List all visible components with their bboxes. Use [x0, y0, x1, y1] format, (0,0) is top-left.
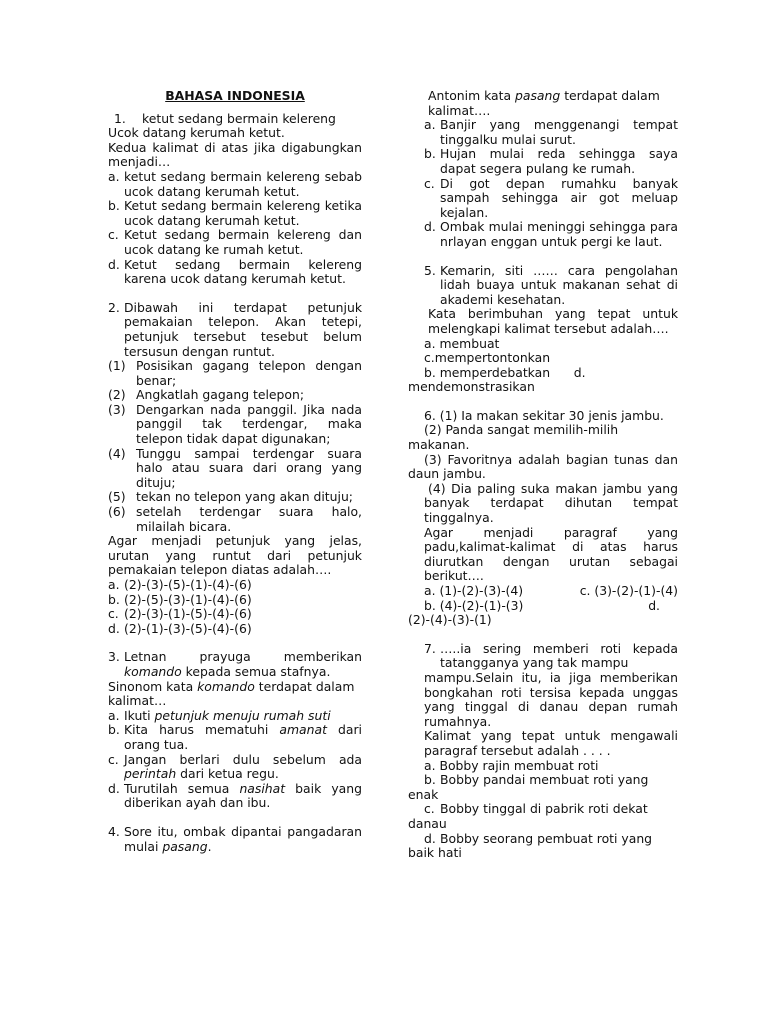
question-6-sentence-1: 6. (1) Ia makan sekitar 30 jenis jambu.	[424, 407, 664, 423]
question-4-lead	[108, 825, 362, 854]
question-7-prompt: Kalimat yang tepat untuk mengawali paragraf tersebut adalah . . . .	[424, 728, 678, 758]
option-marker: c.	[424, 175, 435, 191]
option-marker: c.	[424, 801, 435, 817]
step-text: Tunggu sampai terdengar suara halo atau suara dari orang yang dituju;	[136, 445, 362, 490]
question-3-lead	[108, 650, 362, 679]
option-marker: b.	[424, 146, 436, 162]
question-1-option-b[interactable]	[108, 199, 362, 228]
option-marker: d.	[108, 620, 120, 636]
question-4-option-a[interactable]	[408, 118, 678, 147]
question-7-continuation: mampu.Selain itu, ia jiga memberikan bongkahan roti tersisa kepada unggas yang tinggal di danau depan rumah rumahnya.	[424, 669, 678, 729]
question-3-prompt: Sinonom kata komando terdapat dalam kalimat…	[108, 678, 355, 709]
question-1-option-a[interactable]	[108, 170, 362, 199]
step-text: Posisikan gagang telepon dengan benar;	[136, 358, 362, 388]
question-5-lead-text: Kemarin, siti …… cara pengolahan lidah buaya untuk makanan sehat di akademi kesehatan.	[440, 262, 678, 307]
question-5-prompt: Kata berimbuhan yang tepat untuk melengkapi kalimat tersebut adalah….	[428, 306, 678, 336]
question-4-number: 4.	[108, 823, 120, 839]
question-1-prompt: Kedua kalimat di atas jika digabungkan menjadi…	[108, 139, 362, 170]
step-marker: (5)	[108, 489, 126, 505]
question-5	[408, 264, 678, 381]
question-5-option-d-wrap[interactable]: mendemonstrasikan	[408, 379, 535, 395]
step-5	[108, 490, 362, 505]
question-1-number: 1.	[114, 110, 126, 126]
step-2	[108, 388, 362, 403]
question-4-lead-text: Sore itu, ombak dipantai pangadaran mulai pasang.	[124, 823, 362, 854]
option-marker: c.	[108, 227, 119, 243]
question-1	[108, 112, 362, 287]
question-7-option-c-wrap[interactable]: danau	[408, 815, 447, 831]
question-6-options-row-1	[424, 584, 678, 599]
question-3-lead-text: Letnan prayuga memberikan komando kepada semua stafnya.	[124, 649, 362, 679]
option-text: Jangan berlari dulu sebelum ada perintah dari ketua regu.	[124, 751, 362, 782]
option-text: Kita harus mematuhi amanat dari orang tua.	[124, 722, 362, 752]
option-marker: b.	[424, 772, 436, 788]
step-marker: (2)	[108, 387, 126, 403]
question-2-option-d[interactable]	[108, 622, 362, 637]
question-1-option-c[interactable]	[108, 228, 362, 257]
option-marker: d.	[424, 830, 436, 846]
question-6-option-b[interactable]: b. (4)-(2)-(1)-(3)	[424, 597, 524, 613]
question-2-option-a[interactable]	[108, 578, 362, 593]
right-column	[408, 89, 678, 861]
question-2-prompt: Agar menjadi petunjuk yang jelas, urutan yang runtut dari petunjuk pemakaian telepon diatas adalah….	[108, 533, 362, 578]
option-text: Hujan mulai reda sehingga saya dapat segera pulang ke rumah.	[440, 146, 678, 176]
question-6-option-d-marker[interactable]: d.	[648, 597, 660, 613]
question-3-option-c[interactable]	[108, 753, 362, 782]
option-marker: a.	[108, 577, 120, 592]
option-marker: a.	[108, 168, 120, 184]
step-text: Dengarkan nada panggil. Jika nada panggil tak terdengar, maka telepon tidak dapat digunakan;	[136, 401, 362, 447]
option-text: Bobby seorang pembuat roti yang	[440, 830, 653, 846]
step-1	[108, 359, 362, 388]
option-marker: a.	[424, 117, 436, 133]
question-4	[108, 825, 362, 854]
option-marker: c.	[108, 751, 119, 767]
question-6-sentence-2-wrap: makanan.	[408, 437, 470, 453]
question-2-lead-text: Dibawah ini terdapat petunjuk pemakaian telepon. Akan tetepi, petunjuk tersebut tesebut belum tersusun dengan runtut.	[124, 299, 362, 359]
question-5-option-b[interactable]: b. memperdebatkan d.	[424, 364, 586, 380]
step-6	[108, 505, 362, 534]
question-5-option-c[interactable]: c.mempertontonkan	[424, 350, 551, 366]
question-7-option-c[interactable]	[408, 802, 678, 817]
question-5-option-d-marker[interactable]: d.	[573, 364, 586, 380]
question-3-number: 3.	[108, 649, 120, 665]
question-5-number: 5.	[424, 262, 436, 278]
step-4	[108, 447, 362, 491]
option-marker: b.	[108, 198, 120, 214]
option-marker: b.	[108, 591, 120, 607]
question-2-option-c[interactable]	[108, 607, 362, 622]
question-6-sentence-4: (4) Dia paling suka makan jambu yang banyak terdapat dihutan tempat tinggalnya.	[424, 480, 678, 526]
question-1-lead	[108, 112, 362, 127]
option-marker: a.	[108, 707, 120, 723]
option-text: Ketut sedang bermain kelereng dan ucok datang ke rumah ketut.	[124, 227, 362, 257]
option-text: Banjir yang menggenangi tempat tinggalku mulai surut.	[440, 117, 678, 147]
question-3-option-a[interactable]	[108, 709, 362, 724]
question-7-number: 7.	[424, 640, 436, 656]
step-text: Angkatlah gagang telepon;	[136, 387, 305, 403]
question-7-option-a[interactable]: a. Bobby rajin membuat roti	[424, 757, 599, 773]
question-1-option-d[interactable]	[108, 258, 362, 287]
question-6	[408, 409, 678, 613]
step-marker: (4)	[108, 445, 126, 461]
question-6-sentence-3: (3) Favoritnya adalah bagian tunas dan daun jambu.	[408, 451, 678, 482]
question-6-option-a[interactable]: a. (1)-(2)-(3)-(4)	[424, 583, 524, 598]
step-marker: (6)	[108, 504, 126, 520]
left-column	[108, 89, 362, 854]
question-3-option-d[interactable]	[108, 782, 362, 811]
option-text: (2)-(3)-(1)-(5)-(4)-(6)	[124, 606, 252, 622]
question-2	[108, 301, 362, 637]
step-text: setelah terdengar suara halo, milailah bicara.	[136, 504, 362, 534]
step-text: tekan no telepon yang akan dituju;	[136, 489, 353, 505]
question-6-options-row-2	[424, 599, 678, 614]
option-text: Di got depan rumahku banyak sampah sehingga air got meluap kejalan.	[440, 175, 678, 220]
option-marker: d.	[424, 219, 436, 235]
option-text: Ikuti petunjuk menuju rumah suti	[124, 707, 331, 723]
option-text: Ombak mulai meninggi sehingga para nrlayan enggan untuk pergi ke laut.	[440, 219, 678, 249]
step-marker: (3)	[108, 401, 126, 417]
document-title: BAHASA INDONESIA	[165, 88, 305, 103]
question-7-lead	[424, 642, 678, 671]
option-marker: c.	[108, 606, 119, 622]
step-3	[108, 403, 362, 447]
question-6-sentence-2: (2) Panda sangat memilih-milih	[424, 422, 619, 438]
question-4-option-c[interactable]	[408, 177, 678, 221]
question-7-option-b-wrap[interactable]: enak	[408, 786, 439, 802]
option-marker: d.	[108, 256, 120, 272]
question-1-lead-text: ketut sedang bermain kelereng	[142, 110, 336, 126]
option-marker: d.	[108, 780, 120, 796]
question-6-prompt: Agar menjadi paragraf yang padu,kalimat-kalimat di atas harus diurutkan dengan urutan sebagai berikut….	[424, 524, 678, 584]
question-3	[108, 650, 362, 811]
question-7-option-b[interactable]	[424, 773, 678, 788]
question-7-option-d-wrap[interactable]: baik hati	[408, 845, 462, 861]
option-text: (2)-(1)-(3)-(5)-(4)-(6)	[124, 620, 252, 636]
question-2-number: 2.	[108, 299, 120, 315]
option-text: Bobby pandai membuat roti yang	[440, 772, 649, 788]
step-marker: (1)	[108, 358, 126, 374]
question-1-line2: Ucok datang kerumah ketut.	[108, 125, 285, 141]
question-4-option-d[interactable]	[408, 220, 678, 249]
question-2-lead	[108, 301, 362, 359]
option-marker: b.	[108, 722, 120, 738]
question-5-option-a[interactable]: a. membuat	[424, 335, 500, 351]
option-text: Ketut sedang bermain kelereng karena ucok datang kerumah ketut.	[124, 256, 362, 287]
option-text: ketut sedang bermain kelereng sebab ucok datang kerumah ketut.	[124, 168, 362, 199]
option-text: (2)-(3)-(5)-(1)-(4)-(6)	[124, 577, 252, 592]
question-4-option-b[interactable]	[408, 147, 678, 176]
question-2-option-b[interactable]	[108, 593, 362, 608]
option-text: Ketut sedang bermain kelereng ketika ucok datang kerumah ketut.	[124, 198, 362, 228]
question-6-option-c[interactable]: c. (3)-(2)-(1)-(4)	[579, 583, 678, 598]
question-7-lead-text: …..ia sering memberi roti kepada tatangganya yang tak mampu	[440, 640, 678, 671]
option-text: Turutilah semua nasihat baik yang diberikan ayah dan ibu.	[124, 780, 362, 811]
question-7-option-d[interactable]	[408, 832, 678, 847]
question-4-prompt: Antonim kata pasang terdapat dalam kalimat….	[428, 88, 660, 118]
question-4-continued	[408, 89, 678, 250]
question-6-option-d-wrap[interactable]: (2)-(4)-(3)-(1)	[408, 612, 492, 628]
question-7	[408, 642, 678, 788]
option-text: Bobby tinggal di pabrik roti dekat	[440, 801, 648, 817]
option-text: (2)-(5)-(3)-(1)-(4)-(6)	[124, 591, 252, 607]
question-5-lead	[424, 264, 678, 308]
question-3-option-b[interactable]	[108, 723, 362, 752]
